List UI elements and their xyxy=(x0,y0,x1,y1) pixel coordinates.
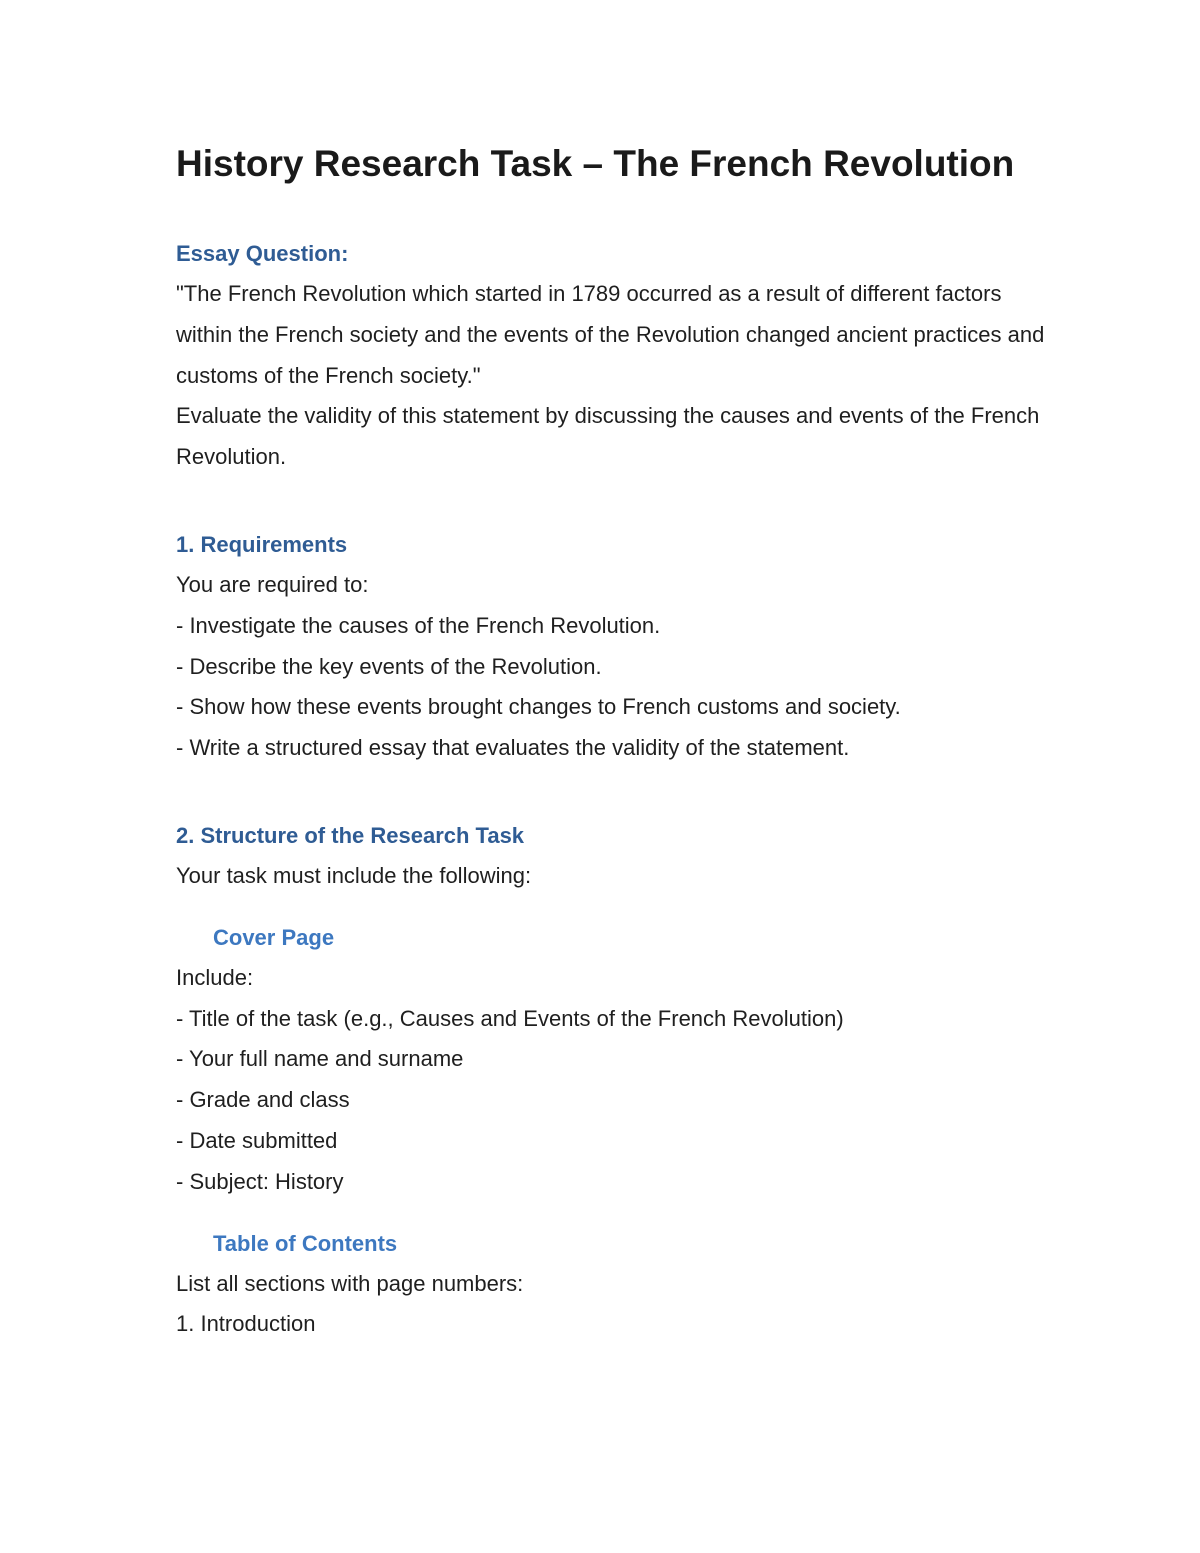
document-page xyxy=(176,138,1056,1345)
toc-heading: Table of Contents xyxy=(213,1230,398,1256)
page-title: History Research Task – The French Revolution xyxy=(176,143,1015,184)
essay-question-heading: Essay Question: xyxy=(176,241,349,266)
essay-instruction: Evaluate the validity of this statement by discussing the causes and events of the French Revolution. xyxy=(176,403,1040,470)
spacer xyxy=(176,769,1056,815)
structure-section xyxy=(176,815,1056,1345)
essay-quote: "The French Revolution which started in 1789 occurred as a result of different factors within the French society and the events of the Revolution changed ancient practices and customs of the French society." xyxy=(176,281,1045,388)
requirement-item: - Write a structured essay that evaluates the validity of the statement. xyxy=(176,735,850,761)
requirement-item: - Describe the key events of the Revolution. xyxy=(176,653,602,679)
cover-page-item: - Your full name and surname xyxy=(176,1046,464,1072)
cover-page-intro: Include: xyxy=(176,964,254,990)
structure-intro: Your task must include the following: xyxy=(176,862,532,888)
cover-page-heading: Cover Page xyxy=(213,924,335,950)
cover-page-item: - Title of the task (e.g., Causes and Events of the French Revolution) xyxy=(176,1005,844,1031)
structure-heading: 2. Structure of the Research Task xyxy=(176,822,525,848)
toc-item: 1. Introduction xyxy=(176,1311,316,1337)
requirement-item: - Show how these events brought changes to French customs and society. xyxy=(176,694,901,720)
cover-page-item: - Date submitted xyxy=(176,1127,338,1153)
requirements-intro: You are required to: xyxy=(176,571,369,597)
spacer xyxy=(176,1203,1056,1223)
toc-intro: List all sections with page numbers: xyxy=(176,1270,524,1296)
requirement-item: - Investigate the causes of the French Revolution. xyxy=(176,612,661,638)
requirements-section xyxy=(176,524,1056,769)
cover-page-item: - Grade and class xyxy=(176,1087,350,1113)
requirements-heading: 1. Requirements xyxy=(176,531,348,557)
spacer xyxy=(176,897,1056,917)
spacer xyxy=(176,478,1056,524)
spacer xyxy=(176,190,1056,233)
cover-page-item: - Subject: History xyxy=(176,1168,344,1194)
essay-question-section xyxy=(176,233,1056,478)
